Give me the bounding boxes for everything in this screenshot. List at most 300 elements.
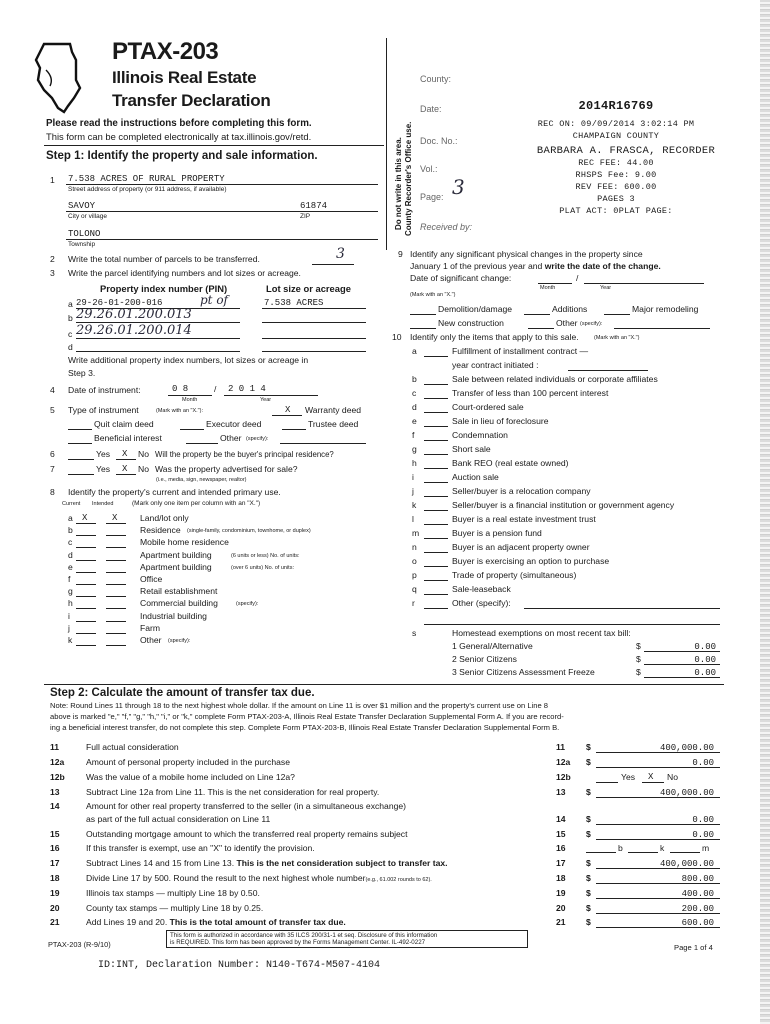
sale-item-rule	[424, 454, 448, 455]
city: SAVOY	[68, 201, 96, 211]
pin-row-b: 29.26.01.200.013	[76, 307, 192, 322]
current-use-rule	[76, 633, 96, 634]
calc-amount: 200.00	[681, 904, 714, 914]
line4-number: 4	[50, 385, 55, 395]
line2-text: Write the total number of parcels to be transferred.	[68, 254, 260, 264]
line9-number: 9	[398, 249, 403, 259]
current-use-rule	[76, 572, 96, 573]
exemption-value: 0.00	[694, 668, 716, 678]
sale-item-rule	[424, 552, 448, 553]
line16-m: m	[702, 843, 710, 853]
change-month-label: Month	[540, 285, 556, 291]
change-year-rule	[584, 283, 704, 284]
plat-stamp: PLAT ACT: 0PLAT PAGE:	[559, 206, 673, 216]
use-item-label: Apartment building	[140, 562, 212, 572]
calc-dollar: $	[586, 858, 591, 868]
legal-notice	[166, 930, 528, 948]
pin-row-d-letter: d	[68, 342, 73, 352]
sale-item-label: Sale in lieu of foreclosure	[452, 416, 549, 426]
current-use-rule	[76, 596, 96, 597]
lot-rule-d	[262, 351, 366, 352]
calc-dollar: $	[586, 742, 591, 752]
use-item-letter: d	[68, 550, 73, 560]
use-item-note: (single-family, condominium, townhome, or duplex)	[187, 528, 311, 534]
calc-line-ref: 12a	[556, 757, 571, 767]
exemption-label: 2 Senior Citizens	[452, 654, 517, 664]
warranty-label: Warranty deed	[305, 405, 362, 415]
city-label: City or village	[68, 213, 108, 220]
line3-text: Write the parcel identifying numbers and lot sizes or acreage.	[68, 268, 301, 278]
quit-rule	[68, 429, 92, 430]
other-specify-rule	[280, 443, 366, 444]
other9-rule	[528, 328, 554, 329]
warranty-mark[interactable]: X	[285, 405, 291, 415]
illinois-map-icon	[30, 40, 88, 116]
use-item-letter: g	[68, 586, 73, 596]
calc-line-text-main: Outstanding mortgage amount to which the transferred real property remains subject	[86, 829, 408, 839]
sale-item-letter: q	[412, 584, 417, 594]
current-label: Current	[62, 501, 81, 507]
line2-rule	[312, 264, 354, 265]
line5-text: Type of instrument	[68, 405, 139, 415]
use-item-note: (specify):	[168, 638, 191, 644]
pin-row-a-note: pt of	[200, 293, 228, 307]
calc-amount: 0.00	[692, 758, 714, 768]
sale-item-letter: a	[412, 346, 417, 356]
month-rule	[168, 395, 212, 396]
pages-stamp: PAGES 3	[597, 194, 635, 204]
quit-label: Quit claim deed	[94, 419, 154, 429]
other-label: Other	[220, 433, 242, 443]
calc-line-text	[86, 904, 263, 914]
other-rule	[186, 443, 218, 444]
intended-use-rule	[106, 596, 126, 597]
calc-dollar: $	[586, 888, 591, 898]
other-specify-rule	[524, 608, 720, 609]
calc-line-text-main: Divide Line 17 by 500. Round the result to the next highest whole number	[86, 873, 366, 883]
line10-number: 10	[392, 332, 402, 342]
doc-no-label: Doc. No.:	[420, 136, 458, 146]
line3-number: 3	[50, 268, 55, 278]
legal-notice-line1: This form is authorized in accordance with 35 ILCS 200/31-1 et seq. Disclosure of this information	[170, 932, 438, 939]
intended-label: Intended	[92, 501, 114, 507]
form-id: PTAX-203 (R-9/10)	[48, 940, 111, 949]
step2-note2: above is marked "e," "f," "g," "h," "i," or "k," complete Form PTAX-203-A, Illinois Real Estate Transfer Declaration Supplemental Form A. If you are record-	[50, 712, 564, 721]
line6-no: No	[138, 449, 149, 459]
vol-label: Vol.:	[420, 164, 438, 174]
exemption-value: 0.00	[694, 655, 716, 665]
step2-note1: Note: Round Lines 11 through 18 to the next highest whole dollar. If the amount on Line 11 is over $1 million and the property's current use on Line 8	[50, 701, 549, 710]
sale-item-rule	[424, 468, 448, 469]
exemption-value: 0.00	[694, 642, 716, 652]
calc-line-text-main: Amount of personal property included in the purchase	[86, 757, 290, 767]
calc-line-text	[86, 773, 295, 783]
calc-line-text	[86, 874, 432, 884]
calc-dollar: $	[586, 873, 591, 883]
sale-item-label: Buyer is a pension fund	[452, 528, 542, 538]
calc-dollar: $	[586, 917, 591, 927]
calc-amount: 400,000.00	[659, 859, 714, 869]
line10-text: Identify only the items that apply to this sale.	[410, 332, 579, 342]
form-title-line2: Transfer Declaration	[112, 91, 271, 110]
page-label: Page:	[420, 192, 444, 202]
exemption-label: 1 General/Alternative	[452, 641, 533, 651]
other-specify: (specify):	[246, 436, 269, 442]
intended-use-rule	[106, 633, 126, 634]
calc-line-ref: 21	[556, 917, 566, 927]
calc-amount: 0.00	[692, 815, 714, 825]
trustee-label: Trustee deed	[308, 419, 359, 429]
calc-dollar: $	[586, 757, 591, 767]
additions-rule	[524, 314, 550, 315]
calc-line-number: 17	[50, 858, 60, 868]
line8-number: 8	[50, 487, 55, 497]
date-label: Date:	[420, 104, 442, 114]
use-item-letter: i	[68, 611, 70, 621]
township-label: Township	[68, 241, 96, 248]
sale-item-label: Seller/buyer is a financial institution or government agency	[452, 500, 675, 510]
received-label: Received by:	[420, 222, 473, 232]
street-label: Street address of property (or 911 address, if available)	[68, 186, 227, 193]
major-rule	[604, 314, 630, 315]
current-use-rule	[76, 560, 96, 561]
current-use-rule	[76, 584, 96, 585]
sale-item-label: Auction sale	[452, 472, 499, 482]
sale-item-rule	[424, 398, 448, 399]
calc-line-ref: 12b	[556, 772, 571, 782]
calc-amount: 0.00	[692, 830, 714, 840]
street-rule	[66, 184, 378, 185]
line6-yes-rule	[68, 459, 94, 460]
calc-line-text-main: as part of the full actual consideration on Line 11	[86, 814, 271, 824]
additional-pins-note2: Step 3.	[68, 368, 96, 378]
sale-item-label: Short sale	[452, 444, 491, 454]
use-item-label: Office	[140, 574, 163, 584]
calc-line-text-main: Full actual consideration	[86, 742, 179, 752]
township: TOLONO	[68, 229, 101, 239]
current-use-rule	[76, 621, 96, 622]
sale-item-letter: j	[412, 486, 414, 496]
calc-line-text	[86, 758, 290, 768]
date-slash: /	[214, 384, 217, 394]
lot-rule-a	[262, 308, 366, 309]
sale-item-rule	[424, 440, 448, 441]
recorder-stamp: BARBARA A. FRASCA, RECORDER	[536, 145, 716, 157]
calc-amount: 800.00	[681, 874, 714, 884]
sale-item-letter: g	[412, 444, 417, 454]
intended-use-rule	[106, 547, 126, 548]
change-year-label: Year	[600, 285, 612, 291]
calc-line-text-small: (e.g., 61.002 rounds to 62).	[365, 877, 432, 883]
use-item-label: Mobile home residence	[140, 537, 229, 547]
current-use-rule	[76, 547, 96, 548]
sale-item-rule	[424, 538, 448, 539]
rev-fee-stamp: REV FEE: 600.00	[575, 182, 657, 192]
calc-line-text	[86, 815, 270, 825]
rhsps-fee-stamp: RHSPS Fee: 9.00	[575, 170, 657, 180]
sale-item-letter: h	[412, 458, 417, 468]
new-rule	[410, 328, 436, 329]
calc-line-number: 12a	[50, 757, 65, 767]
calc-line-number: 18	[50, 873, 60, 883]
calc-line-text	[86, 859, 448, 869]
intended-use-rule	[106, 621, 126, 622]
sale-item-rule	[424, 496, 448, 497]
line9-text2a: January 1 of the previous year and	[410, 261, 545, 271]
line6-yes: Yes	[96, 449, 111, 459]
county-label: County:	[420, 74, 452, 84]
calc-line-text	[86, 802, 406, 812]
line10-mark-note: (Mark with an "X.")	[594, 335, 640, 341]
sale-item-letter: d	[412, 402, 417, 412]
current-use-rule	[76, 535, 96, 536]
sale-item-letter: f	[412, 430, 415, 440]
other9-specify: (specify):	[580, 321, 603, 327]
line2-number: 2	[50, 254, 55, 264]
current-use-mark[interactable]: X	[82, 513, 88, 523]
rec-on-stamp: REC ON: 09/09/2014 3:02:14 PM	[537, 119, 695, 129]
line16-b-rule	[586, 852, 616, 853]
line12b-mark[interactable]: X	[648, 772, 654, 782]
city-rule	[66, 211, 378, 212]
beneficial-rule	[68, 443, 92, 444]
step2-heading: Step 2: Calculate the amount of transfer tax due.	[50, 687, 315, 699]
sale-item-label: Fulfillment of installment contract —	[452, 346, 589, 356]
line12b-no: No	[667, 772, 678, 782]
pin-header: Property index number (PIN)	[100, 283, 228, 294]
pin-rule-d	[76, 351, 240, 352]
sale-item-letter: m	[412, 528, 420, 538]
calc-line-ref: 11	[556, 742, 566, 752]
calc-line-text-main: Amount for other real property transferred to the seller (in a simultaneous exchange)	[86, 801, 407, 811]
calc-line-text	[86, 889, 260, 899]
additions-label: Additions	[552, 304, 588, 314]
calc-line-ref: 13	[556, 787, 566, 797]
line5-mark-note: (Mark with an "X."):	[156, 408, 203, 414]
use-item-letter: a	[68, 513, 73, 523]
recorder-vertical-text2: County Recorder's Office use.	[404, 121, 413, 236]
intended-use-rule	[106, 535, 126, 536]
calc-line-text-main: Subtract Line 12a from Line 11. This is the net consideration for real property.	[86, 787, 380, 797]
declaration-number: ID:INT, Declaration Number: N140-T674-M507-4104	[98, 960, 381, 971]
sale-item-rule	[424, 412, 448, 413]
use-item-letter: k	[68, 635, 73, 645]
use-item-note: (specify):	[236, 601, 259, 607]
form-code: PTAX-203	[112, 38, 219, 65]
year-label: Year	[260, 397, 272, 403]
zip-label: ZIP	[300, 213, 311, 220]
line9-text3: Date of significant change:	[410, 273, 512, 283]
use-item-note: (over 6 units) No. of units:	[231, 565, 294, 571]
line9-text1: Identify any significant physical changes in the property since	[410, 249, 643, 259]
calc-line-text	[86, 844, 315, 854]
executor-rule	[180, 429, 204, 430]
other9-label: Other	[556, 318, 578, 328]
line7-mark[interactable]: X	[122, 464, 128, 474]
demolition-rule	[410, 314, 436, 315]
use-item-letter: f	[68, 574, 71, 584]
calc-line-ref: 14	[556, 814, 566, 824]
sale-item-label: Trade of property (simultaneous)	[452, 570, 577, 580]
calc-line-text-main: If this transfer is exempt, use an "X" to identify the provision.	[86, 843, 315, 853]
line10-s-letter: s	[412, 628, 417, 638]
parcel-count: 3	[336, 246, 345, 262]
step1-heading: Step 1: Identify the property and sale information.	[46, 150, 318, 162]
sale-item-letter: l	[412, 514, 414, 524]
intended-use-rule	[106, 572, 126, 573]
major-label: Major remodeling	[632, 304, 699, 314]
sale-item-label: Sale between related individuals or corporate affiliates	[452, 374, 658, 384]
calc-line-text	[86, 918, 346, 928]
step2-note3: ing a beneficial interest transfer, do not complete this step. Complete Form PTAX-203-B, Illinois Real Estate Transfer Declaration Supplemental Form B.	[50, 723, 560, 732]
use-item-label: Commercial building	[140, 598, 218, 608]
lot-row-a: 7.538 ACRES	[264, 298, 324, 308]
sale-item-rule	[424, 580, 448, 581]
intended-use-rule	[106, 560, 126, 561]
use-item-label: Farm	[140, 623, 161, 633]
lot-rule-c	[262, 338, 366, 339]
use-item-label: Other	[140, 635, 162, 645]
instrument-year: 2 0 1 4	[228, 384, 266, 394]
sale-item-letter: k	[412, 500, 417, 510]
pin-row-c-letter: c	[68, 329, 73, 339]
sale-item-letter: c	[412, 388, 417, 398]
calc-line-text	[86, 743, 179, 753]
pin-row-a: 29-26-01-200-016	[76, 298, 163, 308]
line6-mark[interactable]: X	[122, 449, 128, 459]
calc-line-number: 19	[50, 888, 60, 898]
sale-item-letter: p	[412, 570, 417, 580]
calc-line-ref: 17	[556, 858, 566, 868]
exemption-label: 3 Senior Citizens Assessment Freeze	[452, 667, 595, 677]
sale-item-label: Transfer of less than 100 percent interest	[452, 388, 609, 398]
doc-number-stamp: 2014R16769	[578, 99, 654, 113]
sale-item-rule	[424, 566, 448, 567]
street-address: 7.538 ACRES OF RURAL PROPERTY	[68, 174, 225, 184]
calc-dollar: $	[586, 814, 591, 824]
sale-item-rule	[424, 608, 448, 609]
calc-line-ref: 16	[556, 843, 566, 853]
sale-item-label: Buyer is a real estate investment trust	[452, 514, 596, 524]
homestead-label: Homestead exemptions on most recent tax bill:	[452, 628, 631, 638]
calc-amount: 400.00	[681, 889, 714, 899]
line5-number: 5	[50, 405, 55, 415]
instrument-month: 0 8	[172, 384, 189, 394]
use-item-letter: j	[68, 623, 70, 633]
calc-line-text-bold: This is the total amount of transfer tax due.	[169, 917, 346, 927]
line7-number: 7	[50, 464, 55, 474]
new-label: New construction	[438, 318, 504, 328]
line7-text: Was the property advertised for sale?	[155, 464, 298, 474]
calc-line-number: 11	[50, 742, 60, 752]
sale-item-label: Court-ordered sale	[452, 402, 524, 412]
line7-yes: Yes	[96, 464, 111, 474]
lot-header: Lot size or acreage	[266, 283, 351, 294]
township-rule	[66, 239, 378, 240]
sale-item-label: Buyer is an adjacent property owner	[452, 542, 590, 552]
demolition-label: Demolition/damage	[438, 304, 513, 314]
calc-line-ref: 18	[556, 873, 566, 883]
header-rule	[44, 145, 384, 146]
sale-item-label: Condemnation	[452, 430, 508, 440]
form-title-line1: Illinois Real Estate	[112, 68, 257, 87]
sale-item-rule	[424, 426, 448, 427]
page-handwritten-mark: 3	[452, 175, 465, 199]
sale-item-letter: b	[412, 374, 417, 384]
calc-line-number: 16	[50, 843, 60, 853]
line4-text: Date of instrument:	[68, 385, 141, 395]
line12b-yes: Yes	[621, 772, 636, 782]
use-item-letter: b	[68, 525, 73, 535]
calc-line-ref: 20	[556, 903, 566, 913]
sale-item-letter: n	[412, 542, 417, 552]
calc-line-number: 21	[50, 917, 60, 927]
s-top-rule	[424, 624, 720, 625]
calc-line-text-bold: This is the net consideration subject to transfer tax.	[236, 858, 448, 868]
calc-line-number: 13	[50, 787, 60, 797]
intended-use-rule	[106, 584, 126, 585]
calc-dollar: $	[586, 829, 591, 839]
page-number: Page 1 of 4	[674, 943, 713, 952]
calc-amount: 400,000.00	[659, 788, 714, 798]
line16-k: k	[660, 843, 665, 853]
line16-k-rule	[628, 852, 658, 853]
line7-note: (i.e., media, sign, newspaper, realtor)	[156, 477, 247, 483]
sale-item-letter: r	[412, 598, 415, 608]
sale-item-letter: o	[412, 556, 417, 566]
line16-b: b	[618, 843, 623, 853]
instructions-note: Please read the instructions before completing this form.	[46, 118, 312, 129]
change-month-rule	[538, 283, 572, 284]
calc-line-text-main: Was the value of a mobile home included on Line 12a?	[86, 772, 295, 782]
zip: 61874	[300, 201, 328, 211]
line6-text: Will the property be the buyer's principal residence?	[155, 450, 334, 459]
pin-rule-c	[76, 338, 240, 339]
sale-item-letter: e	[412, 416, 417, 426]
contract-year-rule	[568, 370, 648, 371]
other9-specify-rule	[614, 328, 710, 329]
pin-row-a-letter: a	[68, 299, 73, 309]
use-item-letter: c	[68, 537, 73, 547]
line8-mark-note: (Mark only one item per column with an "X.")	[132, 500, 261, 507]
sale-item-label: Sale-leaseback	[452, 584, 511, 594]
sale-item-rule	[424, 384, 448, 385]
additional-pins-note: Write additional property index numbers, lot sizes or acreage in	[68, 355, 309, 365]
month-label: Month	[182, 397, 198, 403]
sale-item-label: Bank REO (real estate owned)	[452, 458, 569, 468]
exemption-dollar: $	[636, 667, 641, 677]
use-item-letter: e	[68, 562, 73, 572]
intended-use-mark[interactable]: X	[112, 513, 118, 523]
calc-line-text-main: County tax stamps — multiply Line 18 by 0.25.	[86, 903, 264, 913]
pin-row-c: 29.26.01.200.014	[76, 323, 192, 338]
use-item-note: (6 units or less) No. of units:	[231, 553, 300, 559]
legal-notice-line2: is REQUIRED. This form has been approved by the Forms Management Center. IL-492-0227	[170, 939, 426, 947]
sale-item-rule	[424, 524, 448, 525]
executor-label: Executor deed	[206, 419, 262, 429]
calc-line-text-main: Illinois tax stamps — multiply Line 18 by 0.50.	[86, 888, 260, 898]
use-item-letter: h	[68, 598, 73, 608]
line7-yes-rule	[68, 474, 94, 475]
calc-line-number: 12b	[50, 772, 65, 782]
year-rule	[224, 395, 318, 396]
lot-rule-b	[262, 322, 366, 323]
county-name-stamp: CHAMPAIGN COUNTY	[572, 131, 660, 141]
pin-row-b-letter: b	[68, 313, 73, 323]
calc-amount: 400,000.00	[659, 743, 714, 753]
line8-text: Identify the property's current and intended primary use.	[68, 487, 281, 497]
rec-fee-stamp: REC FEE: 44.00	[578, 158, 654, 168]
